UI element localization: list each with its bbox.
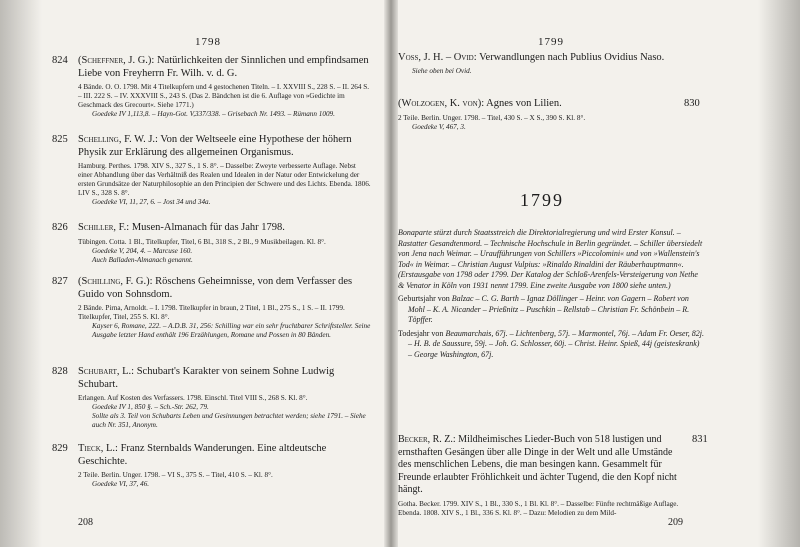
entry-title: (Scheffner, J. G.): Natürlichkeiten der Sinnlichen und empfindsamen Liebe von Freyherrn Fr. Wilh. v. d. G. [78,55,369,79]
entry-references: Goedeke V, 204, 4. – Marcuse 160. Auch Balladen-Almanach genannt. [92,246,193,264]
entry-references: Goedeke VI, 37, 46. [92,480,150,488]
entry-title: Voss, J. H. – Ovid: Verwandlungen nach Publius Ovidius Naso. [398,52,665,63]
entry-references: Siehe oben bei Ovid. [412,66,472,75]
bibliography-entry [52,55,372,119]
year-heading: 1799 [520,190,564,210]
bibliography-entry [52,222,372,265]
bibliography-entry [52,366,372,430]
entry-details: 2 Teile. Berlin. Unger. 1798. – VI S., 375 S. – Titel, 410 S. – Kl. 8°. [78,471,273,479]
entry-title: Schelling, F. W. J.: Von der Weltseele eine Hypothese der höhern Physik zur Erklärung des allgemeinen Organismus. [78,134,352,158]
entry-number: 828 [52,366,68,377]
entry-references: Goedeke V, 467, 3. [412,122,466,131]
entry-number: 831 [692,434,708,445]
chronicle-births: Geburtsjahr von Balzac – C. G. Barth – Ignaz Döllinger – Heinr. von Gagern – Robert von Mohl – K. A. Nicander – Prießnitz – Puschkin – Rellstab – Christian Fr. Schönbein – R. Töpffer. [398,294,690,324]
year-chronicle [398,228,704,363]
entry-number: 829 [52,443,68,454]
entry-number: 827 [52,276,68,287]
bibliography-entry [52,134,372,207]
page-number: 209 [668,517,683,528]
entry-details: Gotha. Becker. 1799. XIV S., 1 Bl., 330 S., 1 Bl. Kl. 8°. – Dasselbe: Fünfte rechtmäßige Auflage. Ebenda. 1808. XIV S., 1 Bl., 336 S. Kl. 8°. – Dazu: Melodien zu dem Mild- [398,499,679,517]
running-head: 1798 [195,36,221,48]
page-number: 208 [78,517,93,528]
entry-title: Schiller, F.: Musen-Almanach für das Jahr 1798. [78,222,285,233]
entry-title: Schubart, L.: Schubart's Karakter von seinem Sohne Ludwig Schubart. [78,366,335,390]
entry-number: 825 [52,134,68,145]
bibliography-entry [52,276,372,340]
chronicle-deaths: Todesjahr von Beaumarchais, 67j. – Lichtenberg, 57j. – Marmontel, 76j. – Adam Fr. Oeser, 82j. – H. B. de Saussure, 59j. – Joh. G. Schlosser, 60j. – Christ. Heinr. Spieß, 44j (geisteskrank) – George Washington, 67j. [398,328,705,359]
entry-title: (Wolzogen, K. von): Agnes von Lilien. [398,98,562,109]
bibliography-entry [398,434,684,518]
entry-title: Tieck, L.: Franz Sternbalds Wanderungen. Eine altdeutsche Geschichte. [78,443,327,467]
right-page [392,0,800,547]
running-head: 1799 [538,36,564,48]
entry-number: 824 [52,55,68,66]
bibliography-entry [398,52,698,76]
entry-references: Goedeke VI, 11, 27, 6. – Jost 34 und 34a. [92,198,211,206]
entry-number: 830 [684,98,700,109]
entry-references: Goedeke IV 1,113,8. – Hayn-Got. V,337/338. – Grisebach Nr. 1493. – Rümann 1009. [92,110,335,118]
entry-details: 4 Bände. O. O. 1798. Mit 4 Titelkupfern und 4 gestochenen Titeln. – I. XXVIII S., 228 S. – II. 264 S. – III. 222 S. – IV. XXXVIII S., 243 S. (Das 2. Bändchen ist die 6. Auflage von »Gedichte im Geschmack des Grecourt«. Siehe 1771.) [78,83,370,109]
entry-details: Hamburg. Perthes. 1798. XIV S., 327 S., 1 S. 8°. – Dasselbe: Zweyte verbesserte Auflage. Nebst einer Abhandlung über das Verhältniß des Realen und Idealen in der Natur oder Entwickelung der ersten Grundsätze der Naturphilosophie an den Principien der Schwere und des Lichts. Ebenda. 1806. LIV S., 328 S. 8°. [78,162,371,197]
entry-title: (Schilling, F. G.): Röschens Geheimnisse, von dem Verfasser des Guido von Sohnsdom. [78,276,353,300]
left-page [0,0,392,547]
entry-references: Kayser 6, Romane, 222. – A.D.B. 31, 256: Schilling war ein sehr fruchtbarer Schriftsteller. Seine Ausgabe letzter Hand enthält 196 Erzählungen, Romane und Possen in 80 Bänden. [92,322,371,339]
entry-details: Tübingen. Cotta. 1 Bl., Titelkupfer, Titel, 6 Bl., 318 S., 2 Bl., 9 Musikbeilagen. Kl. 8°. [78,237,326,246]
entry-references: Goedeke IV 1, 850 §. – Sch.-Str. 262, 79. Sollte als 3. Teil von Schubarts Leben und Gesinnungen betrachtet werden; siehe 1791. – Siehe auch Nr. 351, Anonym. [92,403,366,429]
chronicle-events: Bonaparte stürzt durch Staatsstreich die Direktorialregierung und wird Erster Konsul. – Rastatter Gesandtenmord. – Technische Hochschule in Berlin gegründet. – Schiller übersiedelt von Jena nach Weimar. – Uraufführungen von Schillers »Piccolomini« und von »Wallenstein's Tod« in Weimar. – Christian August Vulpius: »Rinaldo Rinaldini der Räuberhauptmann«. (Erstausgabe von 1798 oder 1799. Der Katalog der Schloß-Arenfels-Versteigerung von Nethe & Venator in Köln von 1931 nennt 1799. Eine zweite Ausgabe von 1800 siehe unten.) [398,228,703,290]
entry-details: 2 Teile. Berlin. Unger. 1798. – Titel, 430 S. – X S., 390 S. Kl. 8°. [398,113,586,122]
entry-number: 826 [52,222,68,233]
bibliography-entry [52,443,372,489]
entry-title: Becker, R. Z.: Mildheimisches Lieder-Buch von 518 lustigen und ernsthaften Gesängen über alle Dinge in der Welt und alle Umstände des menschlichen Lebens, die man besingen kann. Gesammelt für Freunde erlaubter Fröhlichkeit und ächter Tugend, die den Kopf nicht hängt. [398,434,677,495]
entry-details: 2 Bände. Pirna, Arnoldt. – I. 1798. Titelkupfer in braun, 2 Titel, 1 Bl., 275 S., 1 S. – II. 1799. Titelkupfer, Titel, 255 S. Kl. 8°. [78,304,345,321]
entry-details: Erlangen. Auf Kosten des Verfassers. 1798. Einschl. Titel VIII S., 268 S. Kl. 8°. [78,394,308,402]
